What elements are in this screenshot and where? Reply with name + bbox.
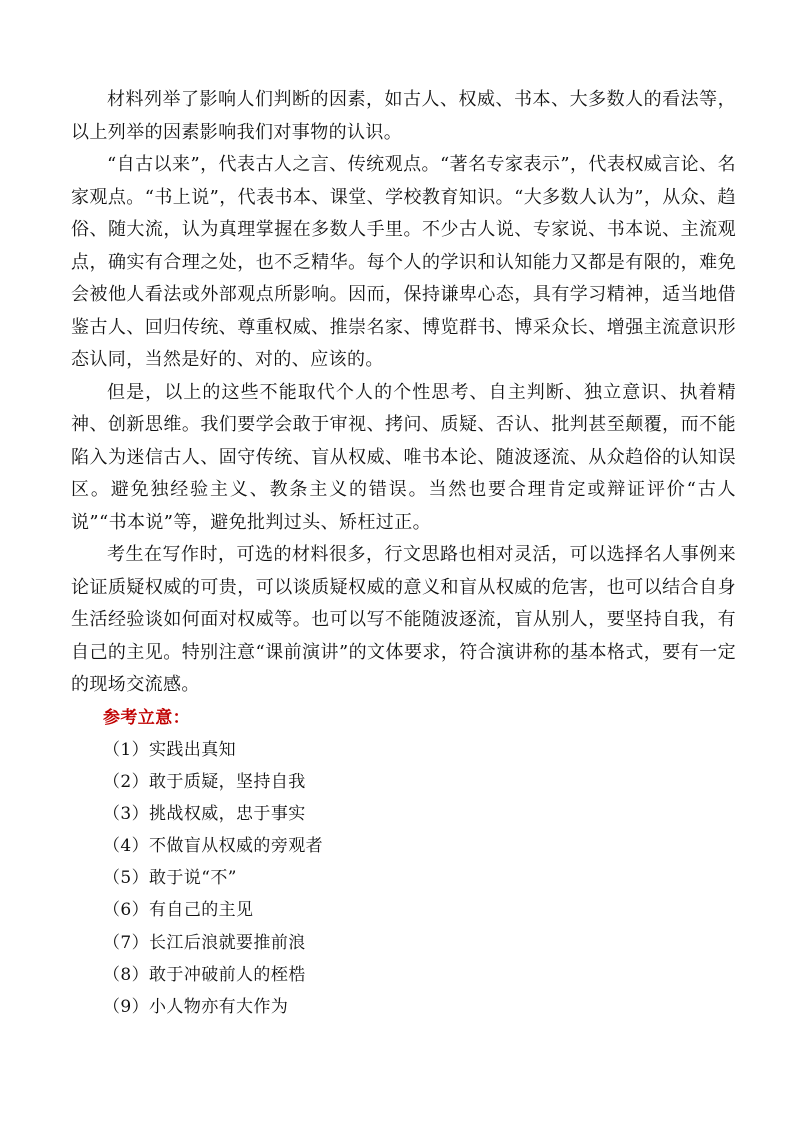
item-number: （9） — [103, 997, 150, 1017]
item-text: 敢于质疑，坚持自我 — [149, 771, 306, 792]
item-number: （8） — [103, 964, 150, 985]
item-text: 小人物亦有大作为 — [149, 997, 289, 1017]
item-number: （7） — [103, 932, 150, 953]
item-text: 有自己的主见 — [149, 900, 254, 921]
item-number: （6） — [103, 900, 150, 921]
list-item — [103, 766, 736, 798]
item-text: 敢于说“不” — [149, 868, 237, 889]
list-item — [103, 734, 736, 766]
item-text: 不做盲从权威的旁观者 — [149, 836, 324, 857]
item-number: （4） — [103, 836, 150, 857]
reference-heading: 参考立意： — [103, 707, 190, 728]
item-number: （3） — [103, 803, 150, 824]
list-item — [103, 927, 736, 959]
item-text: 实践出真知 — [149, 739, 237, 760]
list-item — [103, 830, 736, 862]
list-item — [103, 894, 736, 926]
item-text: 挑战权威，忠于事实 — [149, 803, 306, 824]
list-item — [103, 798, 736, 830]
list-item — [103, 862, 736, 894]
document-page — [71, 84, 736, 1023]
paragraph-1: 材料列举了影响人们判断的因素，如古人、权威、书本、大多数人的看法等，以上列举的因素影响我们对事物的认识。 — [71, 89, 736, 143]
item-text: 敢于冲破前人的桎梏 — [149, 964, 306, 985]
list-item — [103, 959, 736, 991]
item-number: （1） — [103, 739, 150, 760]
paragraph-4: 考生在写作时，可选的材料很多，行文思路也相对灵活，可以选择名人事例来论证质疑权威的可贵，可以谈质疑权威的意义和盲从权威的危害，也可以结合自身生活经验谈如何面对权威等。也可以写不能随波逐流，盲从别人，要坚持自我，有自己的主见。特别注意“课前演讲”的文体要求，符合演讲称的基本格式，要有一定的现场交流感。 — [71, 544, 736, 695]
item-text: 长江后浪就要推前浪 — [149, 932, 306, 953]
reference-list — [71, 734, 736, 1024]
paragraph-2: “自古以来”，代表古人之言、传统观点。“著名专家表示”，代表权威言论、名家观点。“书上说”，代表书本、课堂、学校教育知识。“大多数人认为”，从众、趋俗、随大流，认为真理掌握在多数人手里。不少古人说、专家说、书本说、主流观点，确实有合理之处，也不乏精华。每个人的学识和认知能力又都是有限的，难免会被他人看法或外部观点所影响。因而，保持谦卑心态，具有学习精神，适当地借鉴古人、回归传统、尊重权威、推崇名家、博览群书、博采众长、增强主流意识形态认同，当然是好的、对的、应该的。 — [71, 154, 736, 370]
paragraph-3: 但是，以上的这些不能取代个人的个性思考、自主判断、独立意识、执着精神、创新思维。我们要学会敢于审视、拷问、质疑、否认、批判甚至颠覆，而不能陷入为迷信古人、固守传统、盲从权威、唯书本论、随波逐流、从众趋俗的认知误区。避免独经验主义、教条主义的错误。当然也要合理肯定或辩证评价“古人说”“书本说”等，避免批判过头、矫枉过正。 — [71, 381, 736, 533]
item-number: （5） — [103, 868, 150, 889]
item-number: （2） — [103, 771, 150, 792]
list-item — [103, 991, 736, 1023]
